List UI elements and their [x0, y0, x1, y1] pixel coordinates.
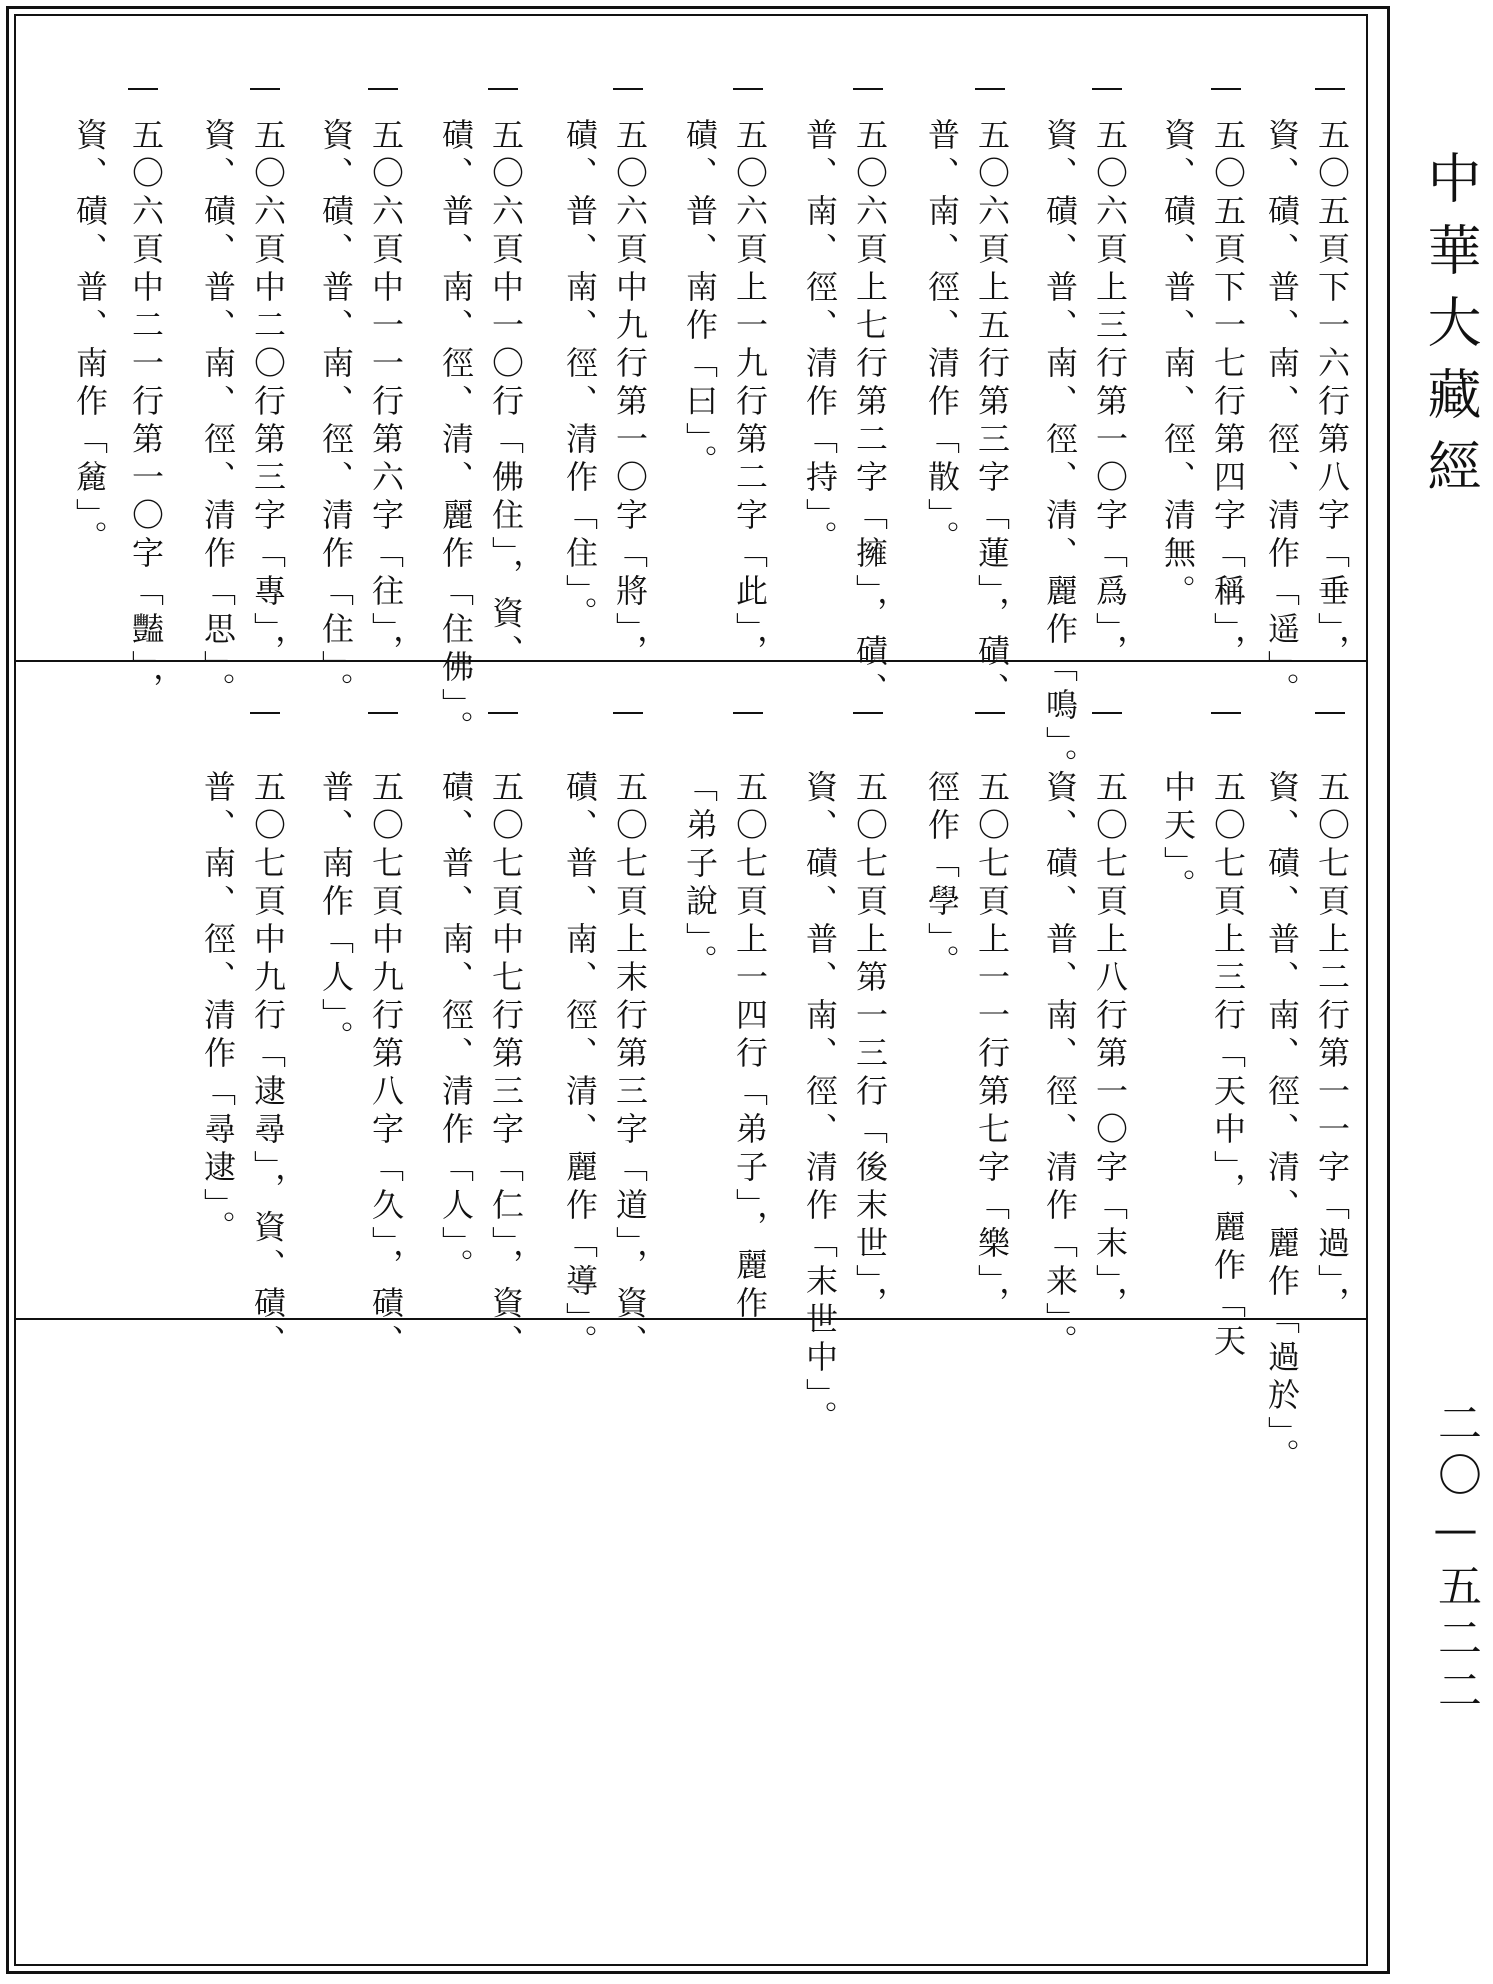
entry-line: 五〇七頁中七行第三字「仁」，資、: [487, 770, 525, 1362]
entry-line: 五〇六頁上一九行第二字「此」，: [731, 118, 769, 672]
entry-line: 中天」。: [1159, 770, 1197, 906]
entry-marker: [488, 712, 518, 714]
entry-line: 磧、普、南、徑、清作「住」。: [561, 118, 599, 634]
entry-line: 五〇七頁上八行第一〇字「末」，: [1091, 770, 1129, 1324]
entry-line: 五〇七頁上三行「天中」，麗作「天: [1209, 770, 1247, 1362]
entry-marker: [1211, 712, 1241, 714]
entry-line: 資、磧、普、南、徑、清、麗作「過於」。: [1263, 770, 1301, 1476]
entry-line: 普、南、徑、清作「持」。: [801, 118, 839, 558]
entry-line: 五〇五頁下一七行第四字「稱」，: [1209, 118, 1247, 672]
entry-line: 五〇七頁上第一三行「後末世」，: [851, 770, 889, 1324]
entry-marker: [975, 88, 1005, 90]
entry-line: 資、磧、普、南、徑、清作「来」。: [1041, 770, 1079, 1362]
entry-line: 五〇七頁上一四行「弟子」，麗作: [731, 770, 769, 1324]
entry-marker: [613, 712, 643, 714]
entry-line: 五〇七頁中九行「逮尋」，資、磧、: [249, 770, 287, 1362]
entry-marker: [733, 712, 763, 714]
page-number: 二〇—五二二: [1430, 1400, 1481, 1719]
entry-line: 五〇七頁上一一行第七字「樂」，: [973, 770, 1011, 1324]
entry-line: 資、磧、普、南、徑、清作「末世中」。: [801, 770, 839, 1438]
entry-line: 五〇五頁下一六行第八字「垂」，: [1313, 118, 1351, 672]
entry-marker: [1211, 88, 1241, 90]
entry-marker: [368, 712, 398, 714]
entry-line: 資、磧、普、南、徑、清、麗作「鳴」。: [1041, 118, 1079, 786]
entry-marker: [128, 88, 158, 90]
entry-line: 資、磧、普、南、徑、清作「遥」。: [1263, 118, 1301, 710]
entry-line: 資、磧、普、南、徑、清無。: [1159, 118, 1197, 612]
entry-line: 五〇七頁中九行第八字「久」，磧、: [367, 770, 405, 1362]
entry-line: 五〇六頁上三行第一〇字「爲」，: [1091, 118, 1129, 672]
entry-line: 資、磧、普、南、徑、清作「住」。: [317, 118, 355, 710]
entry-line: 五〇六頁中一〇行「佛住」，資、: [487, 118, 525, 672]
entry-marker: [1092, 88, 1122, 90]
entry-line: 五〇六頁上五行第三字「蓮」，磧、: [973, 118, 1011, 710]
section-divider-bottom: [16, 1318, 1366, 1320]
entry-marker: [1315, 712, 1345, 714]
entry-marker: [1315, 88, 1345, 90]
entry-marker: [733, 88, 763, 90]
entry-line: 資、磧、普、南作「麄」。: [71, 118, 109, 558]
entry-line: 五〇六頁中一一行第六字「往」，: [367, 118, 405, 672]
entry-line: 普、南作「人」。: [317, 770, 355, 1058]
entry-line: 普、南、徑、清作「散」。: [923, 118, 961, 558]
entry-line: 五〇六頁中二〇行第三字「專」，: [249, 118, 287, 672]
entry-line: 磧、普、南、徑、清、麗作「住佛」。: [437, 118, 475, 748]
entry-line: 磧、普、南作「曰」。: [681, 118, 719, 482]
entry-marker: [975, 712, 1005, 714]
entry-line: 磧、普、南、徑、清作「人」。: [437, 770, 475, 1286]
entry-line: 五〇六頁中九行第一〇字「將」，: [611, 118, 649, 672]
entry-line: 資、磧、普、南、徑、清作「思」。: [199, 118, 237, 710]
entry-line: 磧、普、南、徑、清、麗作「導」。: [561, 770, 599, 1362]
entry-line: 五〇七頁上二行第一一字「過」，: [1313, 770, 1351, 1324]
entry-marker: [853, 88, 883, 90]
entry-marker: [250, 88, 280, 90]
entry-marker: [368, 88, 398, 90]
entry-line: 「弟子說」。: [681, 770, 719, 982]
entry-line: 五〇七頁上末行第三字「道」，資、: [611, 770, 649, 1362]
entry-marker: [1092, 712, 1122, 714]
entry-line: 五〇六頁上七行第二字「擁」，磧、: [851, 118, 889, 710]
entry-marker: [853, 712, 883, 714]
entry-marker: [250, 712, 280, 714]
entry-line: 徑作「學」。: [923, 770, 961, 982]
book-title: 中華大藏經: [1419, 150, 1482, 510]
entry-line: 普、南、徑、清作「尋逮」。: [199, 770, 237, 1248]
entry-marker: [613, 88, 643, 90]
entry-line: 五〇六頁中二一行第一〇字「豔」，: [127, 118, 165, 710]
entry-marker: [488, 88, 518, 90]
